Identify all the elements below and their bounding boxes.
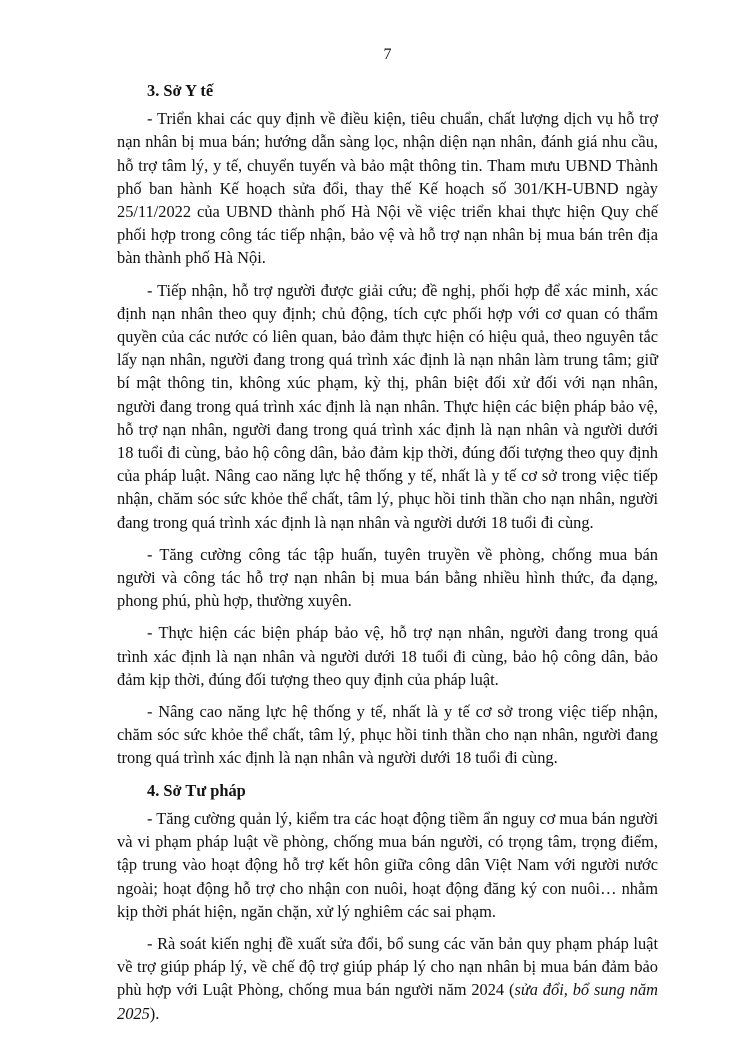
- paragraph-text: - Rà soát kiến nghị đề xuất sửa đổi, bổ sung các văn bản quy phạm pháp luật về trợ giúp pháp lý, về chế độ trợ giúp pháp lý cho nạn nhân bị mua bán đảm bảo phù hợp với Luật Phòng, chống mua bán người năm 2024 (: [117, 933, 658, 1000]
- paragraph-with-italic-note: [117, 932, 658, 1025]
- page-number: 7: [383, 46, 392, 63]
- paragraph: - Tiếp nhận, hỗ trợ người được giải cứu; đề nghị, phối hợp để xác minh, xác định nạn nhân theo quy định; chủ động, tích cực phối hợp với cơ quan có thẩm quyền của các nước có liên quan, bảo đảm thực hiện có hiệu quả, theo nguyên tắc lấy nạn nhân, người đang trong quá trình xác định là nạn nhân làm trung tâm; giữ bí mật thông tin, không xúc phạm, kỳ thị, phân biệt đối xử đối với nạn nhân, người đang trong quá trình xác định là nạn nhân. Thực hiện các biện pháp bảo vệ, hỗ trợ nạn nhân, người đang trong quá trình xác định là nạn nhân và người dưới 18 tuổi đi cùng, bảo hộ công dân, bảo đảm kịp thời, đúng đối tượng theo quy định của pháp luật. Nâng cao năng lực hệ thống y tế, nhất là y tế cơ sở trong việc tiếp nhận, chăm sóc sức khỏe thể chất, tâm lý, phục hồi tinh thần cho nạn nhân, người đang trong quá trình xác định là nạn nhân và người dưới 18 tuổi đi cùng.: [117, 280, 658, 532]
- paragraph-text-end: ).: [149, 1003, 160, 1023]
- paragraph: - Triển khai các quy định về điều kiện, tiêu chuẩn, chất lượng dịch vụ hỗ trợ nạn nhân bị mua bán; hướng dẫn sàng lọc, nhận diện nạn nhân, đánh giá nhu cầu, hỗ trợ tâm lý, y tế, chuyển tuyến và bảo mật thông tin. Tham mưu UBND Thành phố ban hành Kế hoạch sửa đổi, thay thế Kế hoạch số 301/KH-UBND ngày 25/11/2022 của UBND thành phố Hà Nội về việc triển khai thực hiện Quy chế phối hợp trong công tác tiếp nhận, bảo vệ và hỗ trợ nạn nhân bị mua bán trên địa bàn thành phố Hà Nội.: [117, 109, 658, 268]
- paragraph: - Thực hiện các biện pháp bảo vệ, hỗ trợ nạn nhân, người đang trong quá trình xác định là nạn nhân và người dưới 18 tuổi đi cùng, bảo hộ công dân, bảo đảm kịp thời, đúng đối tượng theo quy định của pháp luật.: [117, 623, 658, 689]
- italic-note: sửa đổi, bổ sung năm 2025: [117, 980, 659, 1023]
- section-heading: 3. Sở Y tế: [147, 81, 214, 100]
- section-so-tu-phap: [117, 779, 658, 1025]
- section-heading: 4. Sở Tư pháp: [147, 780, 246, 800]
- paragraph: - Tăng cường quản lý, kiểm tra các hoạt động tiềm ẩn nguy cơ mua bán người và vi phạm pháp luật về phòng, chống mua bán người, có trọng tâm, trọng điểm, tập trung vào hoạt động hỗ trợ kết hôn giữa công dân Việt Nam với người nước ngoài; hoạt động hỗ trợ cho nhận con nuôi, hoạt động đăng ký con nuôi… nhằm kịp thời phát hiện, ngăn chặn, xử lý nghiêm các sai phạm.: [117, 808, 658, 921]
- paragraph: - Tăng cường công tác tập huấn, tuyên truyền về phòng, chống mua bán người và công tác hỗ trợ nạn nhân bị mua bán bằng nhiều hình thức, đa dạng, phong phú, phù hợp, thường xuyên.: [117, 544, 658, 611]
- section-so-y-te: [117, 79, 658, 770]
- paragraph: - Nâng cao năng lực hệ thống y tế, nhất là y tế cơ sở trong việc tiếp nhận, chăm sóc sức khỏe thể chất, tâm lý, phục hồi tinh thần cho nạn nhân, người đang trong quá trình xác định là nạn nhân và người dưới 18 tuổi đi cùng.: [117, 702, 658, 768]
